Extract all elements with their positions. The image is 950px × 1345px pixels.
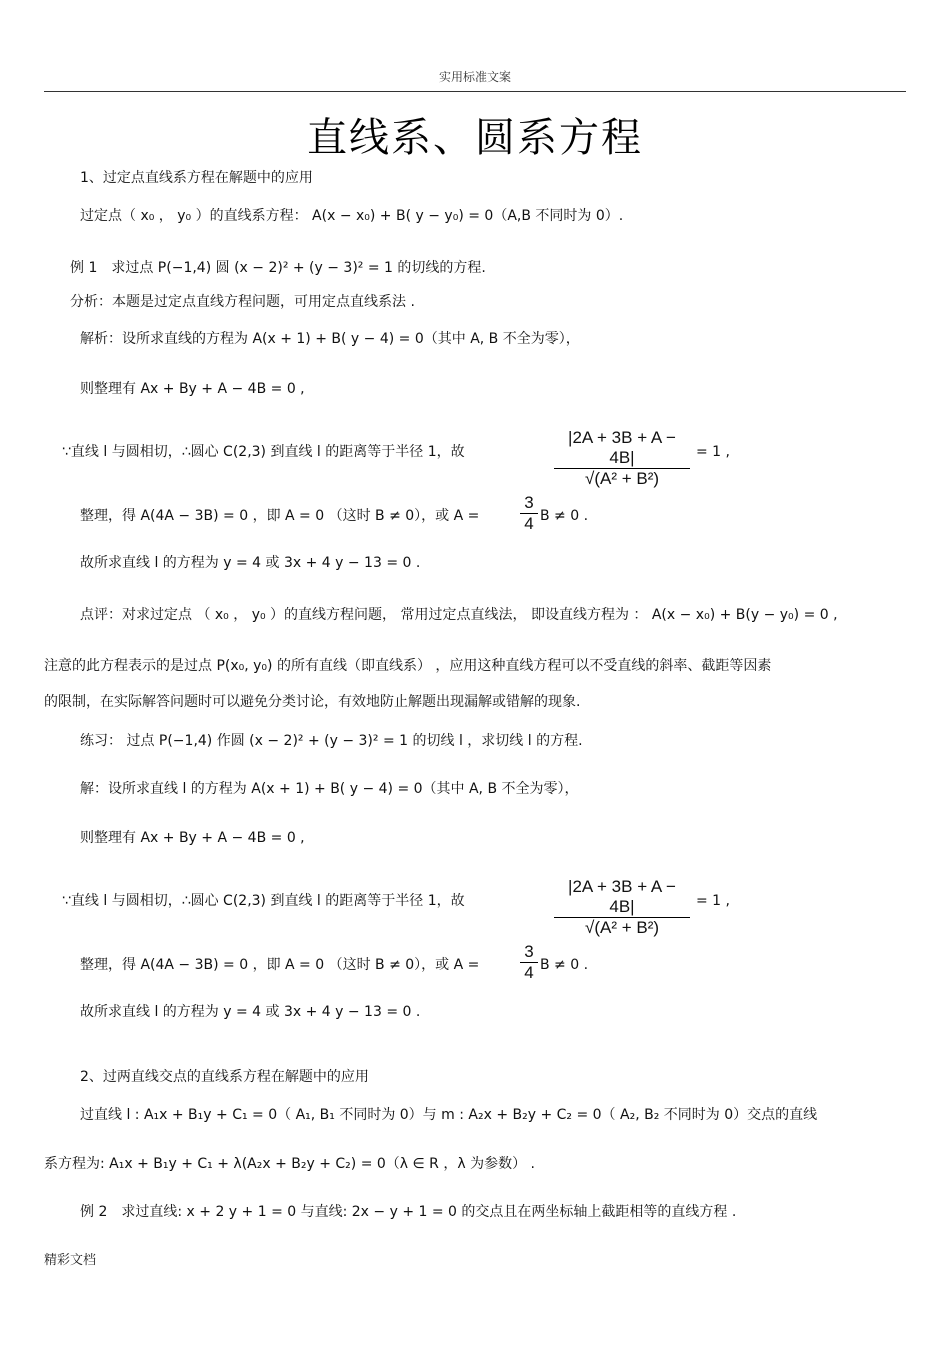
distance-numerator: |2A + 3B + A − 4B| [568,877,676,916]
page-header: 实用标准文案 [438,70,511,84]
exercise-simplify: 整理，得 A(4A − 3B) = 0 ，即 A = 0 （这时 B ≠ 0），或 A = [80,957,480,973]
exercise-tangent-condition: ∵直线 l 与圆相切，∴圆心 C(2,3) 到直线 l 的距离等于半径 1，故 [62,893,465,909]
example-1-analysis: 分析：本题是过定点直线方程问题，可用定点直线系法 . [70,294,415,310]
ratio-tail: B ≠ 0 . [540,508,589,524]
ratio-fraction [520,493,538,534]
header-rule [44,91,906,92]
example-1-answer: 故所求直线 l 的方程为 y = 4 或 3x + 4 y − 13 = 0 . [80,555,421,571]
ratio-tail-2: B ≠ 0 . [540,957,589,973]
ratio-denominator: 4 [524,514,534,533]
example-1: 例 1 求过点 P(−1,4) 圆 (x − 2)² + (y − 3)² = 1 的切线的方程. [70,260,486,276]
section-2-lines: 过直线 l : A₁x + B₁y + C₁ = 0（ A₁, B₁ 不同时为 0）与 m : A₂x + B₂y + C₂ = 0（ A₂, B₂ 不同时为 0）交点的直线 [80,1107,818,1123]
ratio-numerator: 3 [524,493,534,512]
distance-denominator: √(A² + B²) [584,469,660,488]
ratio-fraction-2 [520,942,538,983]
ratio-denominator: 4 [524,963,534,982]
example-1-solution: 解析：设所求直线的方程为 A(x + 1) + B( y − 4) = 0（其中 A, B 不全为零）， [80,331,580,347]
example-1-tangent-condition: ∵直线 l 与圆相切，∴圆心 C(2,3) 到直线 l 的距离等于半径 1，故 [62,444,465,460]
remark-line-1: 点评：对求过定点 （ x₀ ， y₀ ）的直线方程问题， 常用过定点直线法， 即设直线方程为 ： A(x − x₀) + B(y − y₀) = 0 , [80,607,838,623]
exercise-rearranged: 则整理有 Ax + By + A − 4B = 0 , [80,830,305,846]
distance-equals-one: = 1 , [696,444,730,460]
exercise-statement: 练习： 过点 P(−1,4) 作圆 (x − 2)² + (y − 3)² = 1 的切线 l ，求切线 l 的方程. [80,733,583,749]
remark-line-3: 的限制，在实际解答问题时可以避免分类讨论，有效地防止解题出现漏解或错解的现象. [44,694,581,710]
section-2-heading: 2、过两直线交点的直线系方程在解题中的应用 [80,1069,369,1085]
exercise-solution: 解：设所求直线 l 的方程为 A(x + 1) + B( y − 4) = 0（其中 A, B 不全为零）， [80,781,579,797]
distance-numerator: |2A + 3B + A − 4B| [568,428,676,467]
section-1-heading: 1、过定点直线系方程在解题中的应用 [80,170,313,186]
distance-fraction [554,428,690,489]
page-title: 直线系、圆系方程 [307,115,643,161]
example-1-simplify: 整理，得 A(4A − 3B) = 0 ，即 A = 0 （这时 B ≠ 0），或 A = [80,508,480,524]
example-2: 例 2 求过直线: x + 2 y + 1 = 0 与直线: 2x − y + 1 = 0 的交点且在两坐标轴上截距相等的直线方程 . [80,1204,737,1220]
page-footer: 精彩文档 [44,1253,97,1268]
example-1-rearranged: 则整理有 Ax + By + A − 4B = 0 , [80,381,305,397]
ratio-numerator: 3 [524,942,534,961]
remark-line-2: 注意的此方程表示的是过点 P(x₀, y₀) 的所有直线（即直线系） ，应用这种直线方程可以不受直线的斜率、截距等因素 [44,658,772,674]
distance-fraction-2 [554,877,690,938]
section-2-family: 系方程为: A₁x + B₁y + C₁ + λ(A₂x + B₂y + C₂) = 0（λ ∈ R ，λ 为参数） . [44,1156,535,1172]
exercise-answer: 故所求直线 l 的方程为 y = 4 或 3x + 4 y − 13 = 0 . [80,1004,421,1020]
distance-denominator: √(A² + B²) [584,918,660,937]
line-fixed-point-family: 过定点（ x₀ ， y₀ ）的直线系方程： A(x − x₀) + B( y − y₀) = 0（A,B 不同时为 0）. [80,208,624,224]
distance-equals-one-2: = 1 , [696,893,730,909]
